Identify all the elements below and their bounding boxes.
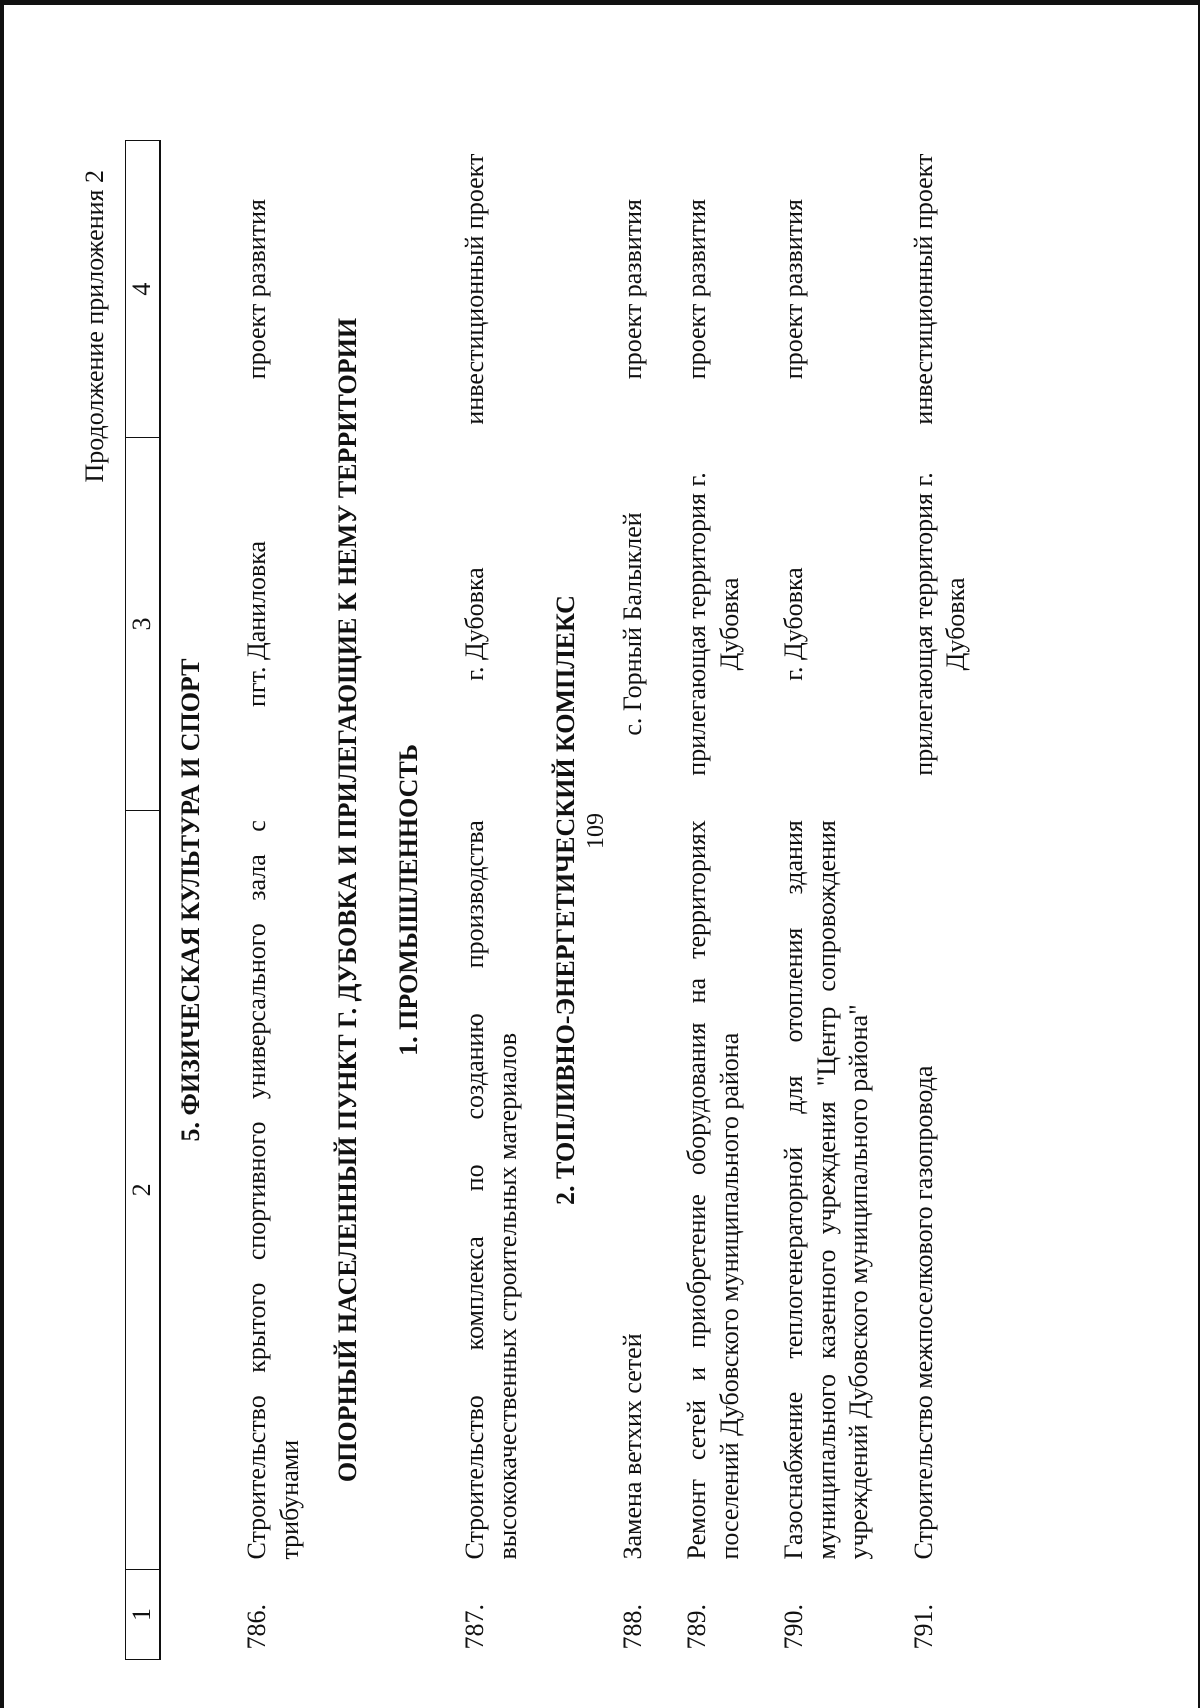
table-row [597,141,662,1660]
section-row [536,141,597,1660]
section-row [379,141,440,1660]
row-type: инвестиционный проект [908,153,938,425]
scan-border-left [0,0,4,1708]
continuation-label: Продолжение приложения 2 [80,170,109,483]
row-place: г. Дубовка [460,567,489,681]
row-number: 786. [242,1604,271,1650]
table-row [758,141,888,1660]
row-type: проект развития [617,199,647,380]
row-name: Строительство комплекса по созданию производства высококачественных строительных материалов [460,820,522,1560]
row-type: проект развития [779,199,808,380]
column-header-2: 2 [126,810,160,1569]
table-row [439,141,536,1660]
row-number: 788. [617,1604,647,1650]
row-name: Ремонт сетей и приобретение оборудования на территориях поселений Дубовского муниципального района [682,820,744,1560]
row-type: проект развития [682,199,711,380]
row-number: 790. [779,1604,808,1650]
section-row [318,141,379,1660]
section-heading-center: ОПОРНЫЙ НАСЕЛЕННЫЙ ПУНКТ Г. ДУБОВКА И ПРИЛЕГАЮЩИЕ К НЕМУ ТЕРРИТОРИИ [333,317,362,1483]
page-number: 109 [583,813,609,849]
column-header-3: 3 [126,438,160,810]
row-type: инвестиционный проект [460,153,489,425]
row-place: пгт. Даниловка [242,540,271,708]
table-row [661,141,758,1660]
row-place: прилегающая территория г. Дубовка [908,472,970,776]
column-header-4: 4 [126,141,160,438]
section-heading-energy: 2. ТОПЛИВНО-ЭНЕРГЕТИЧЕСКИЙ КОМПЛЕКС [551,595,580,1205]
row-number: 787. [460,1604,489,1650]
table-row [888,141,985,1660]
row-place: с. Горный Балыклей [617,512,647,736]
row-place: прилегающая территория г. Дубовка [682,472,744,776]
row-type: проект развития [242,199,271,380]
section-row [160,141,222,1660]
section-heading-sport: 5. ФИЗИЧЕСКАЯ КУЛЬТУРА И СПОРТ [175,658,205,1142]
table-header-row [126,141,160,1660]
table-row [221,141,318,1660]
row-name: Газоснабжение теплогенераторной для отопления здания муниципального казенного учреждения "Центр сопровождения учреждений Дубовского муниципального района" [779,820,873,1560]
scan-border-top [0,0,1200,5]
column-header-1: 1 [126,1570,160,1660]
row-number: 791. [908,1604,938,1650]
row-name: Замена ветхих сетей [617,1333,647,1560]
row-name: Строительство межпоселкового газопровода [908,1065,938,1560]
projects-table [125,140,985,1660]
rotated-document [80,90,1130,1690]
row-name: Строительство крытого спортивного универсального зала с трибунами [242,820,304,1560]
row-place: г. Дубовка [779,567,808,681]
row-number: 789. [682,1604,711,1650]
section-heading-industry: 1. ПРОМЫШЛЕННОСТЬ [393,744,423,1056]
